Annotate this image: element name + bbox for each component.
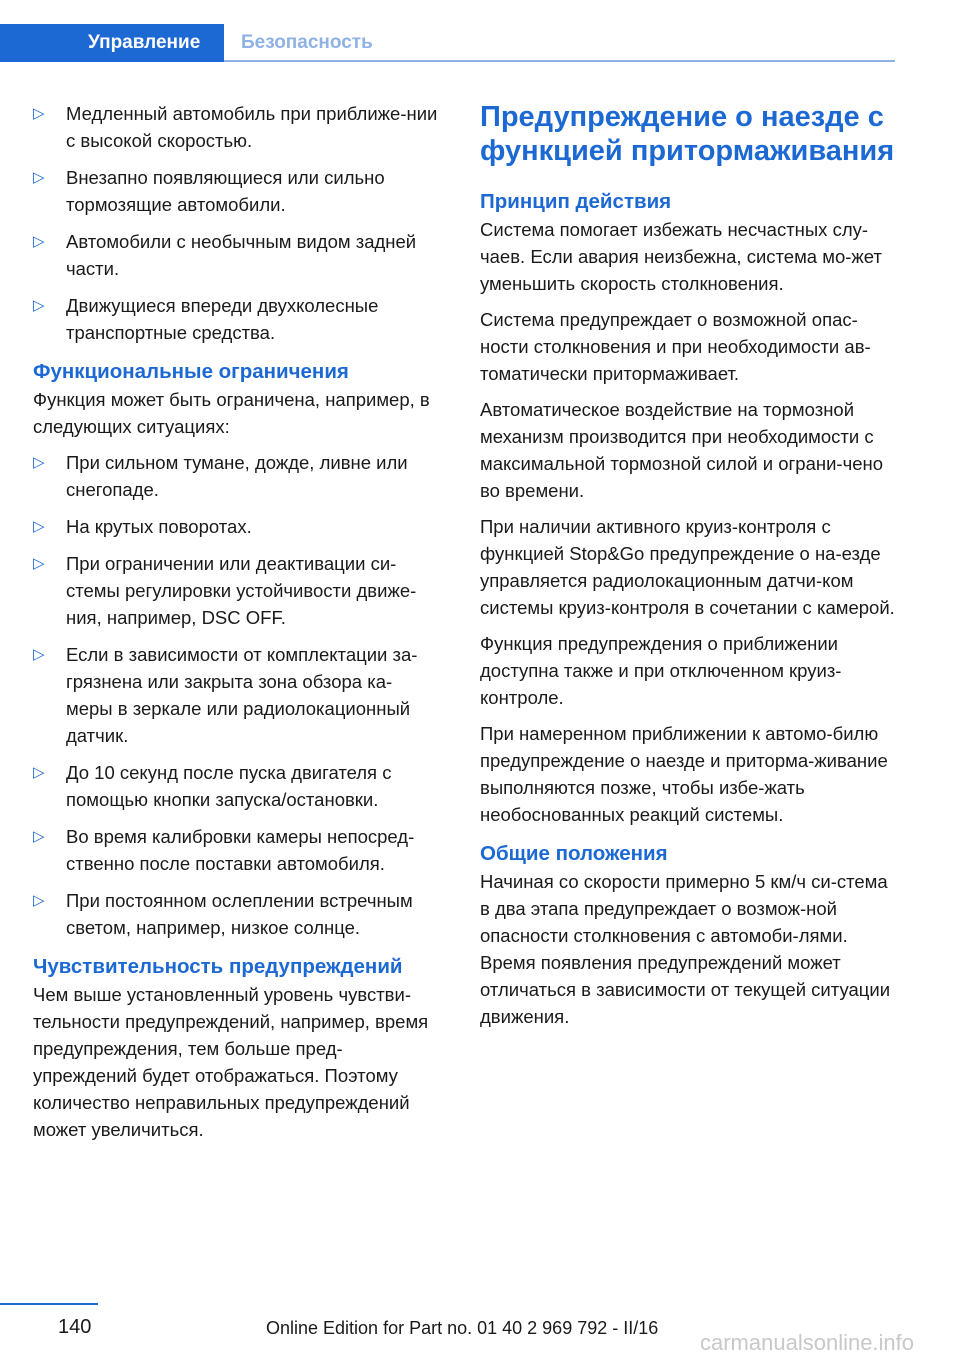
right-column (480, 100, 895, 1039)
page-number: 140 (58, 1316, 92, 1338)
left-column (33, 100, 438, 1152)
triangle-right-icon: ▷ (33, 828, 45, 845)
edition-info: Online Edition for Part no. 01 40 2 969 792 - II/16 (266, 1318, 659, 1338)
tab-control[interactable]: Управление (0, 24, 224, 62)
triangle-right-icon: ▷ (33, 555, 45, 572)
triangle-right-icon: ▷ (33, 892, 45, 909)
list-item: ▷ Автомобили с необычным видом задней части. (33, 228, 438, 282)
principle-para: Система предупреждает о возможной опас-ности столкновения и при необходимости ав-томатически притормаживает. (480, 309, 871, 384)
list-item: ▷ Медленный автомобиль при приближе-нии с высокой скоростью. (33, 100, 438, 154)
triangle-right-icon: ▷ (33, 105, 45, 122)
list-item: ▷ На крутых поворотах. (33, 513, 438, 540)
triangle-right-icon: ▷ (33, 454, 45, 471)
triangle-right-icon: ▷ (33, 518, 45, 535)
limits-intro: Функция может быть ограничена, например, в следующих ситуациях: (33, 389, 430, 437)
list-item: ▷ При сильном тумане, дожде, ливне или снегопаде. (33, 449, 438, 503)
triangle-right-icon: ▷ (33, 764, 45, 781)
list-item: ▷ Если в зависимости от комплектации за-грязнена или закрыта зона обзора ка-меры в зеркале или радиолокационный датчик. (33, 641, 438, 749)
page-header (0, 24, 895, 62)
principle-para: При намеренном приближении к автомо-билю предупреждение о наезде и притормa-живание выполняются позже, чтобы избе-жать необоснованных реакций системы. (480, 723, 888, 825)
triangle-right-icon: ▷ (33, 297, 45, 314)
sensitivity-text: Чем выше установленный уровень чувстви-тельности предупреждений, например, время предупреждения, тем больше пред-упреждений будет отображаться. Поэтому количество неправильных предупреждений может увеличиться. (33, 984, 429, 1140)
tab-safety[interactable]: Безопасность (241, 32, 373, 53)
bullet-list-limits (33, 449, 438, 941)
principle-para: Функция предупреждения о приближении доступна также и при отключенном круиз-контроле. (480, 633, 842, 708)
list-item: ▷ До 10 секунд после пуска двигателя с помощью кнопки запуска/остановки. (33, 759, 438, 813)
triangle-right-icon: ▷ (33, 169, 45, 186)
header-divider (224, 60, 895, 62)
triangle-right-icon: ▷ (33, 233, 45, 250)
list-item: ▷ Движущиеся впереди двухколесные транспортные средства. (33, 292, 438, 346)
principle-para: При наличии активного круиз-контроля с функцией Stop&Go предупреждение о на-езде управляется радиолокационным датчи-ком системы круиз-контроля в сочетании с камерой. (480, 516, 895, 618)
footer-divider (0, 1303, 98, 1305)
list-item: ▷ При постоянном ослеплении встречным светом, например, низкое солнце. (33, 887, 438, 941)
sensitivity-heading: Чувствительность предупреждений (33, 955, 403, 978)
watermark: carmanualsonline.info (700, 1330, 915, 1355)
list-item: ▷ Во время калибровки камеры непосред-ственно после поставки автомобиля. (33, 823, 438, 877)
list-item: ▷ При ограничении или деактивации си-стемы регулировки устойчивости движе-ния, например, DSC OFF. (33, 550, 438, 631)
bullet-list-top (33, 100, 438, 346)
list-item: ▷ Внезапно появляющиеся или сильно тормозящие автомобили. (33, 164, 438, 218)
principle-heading: Принцип действия (480, 190, 672, 213)
principle-para: Автоматическое воздействие на тормозной механизм производится при необходимости с максимальной тормозной силой и ограни-чено во времени. (480, 399, 883, 501)
triangle-right-icon: ▷ (33, 646, 45, 663)
main-heading: Предупреждение о наезде с функцией притормаживания (480, 101, 895, 167)
limits-heading: Функциональные ограничения (33, 360, 349, 383)
general-heading: Общие положения (480, 842, 668, 865)
general-text: Начиная со скорости примерно 5 км/ч си-стема в два этапа предупреждает о возмож-ной опасности столкновения с автомоби-лями. Время появления предупреждений может отличаться в зависимости от текущей ситуации движения. (480, 871, 891, 1027)
principle-para: Система помогает избежать несчастных слу-чаев. Если авария неизбежна, система мо-жет уменьшить скорость столкновения. (480, 219, 882, 294)
